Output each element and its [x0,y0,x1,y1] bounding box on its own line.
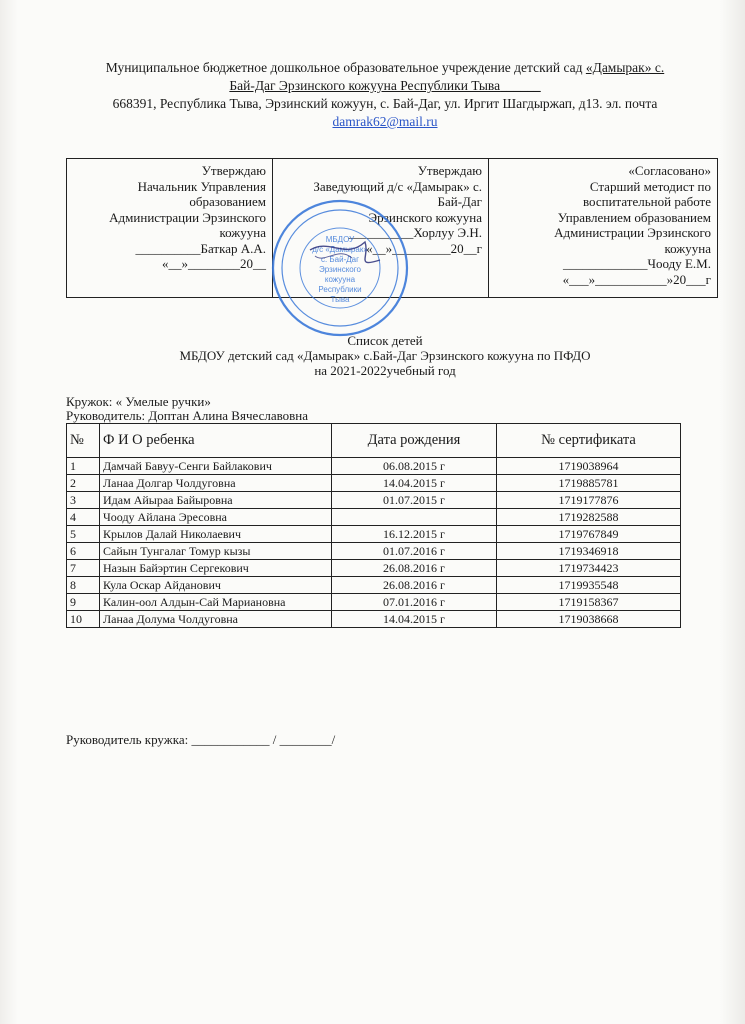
approval-right-line: Старший методист по [589,178,711,194]
approval-middle-line: Эрзинского кожууна [368,209,482,225]
email-link[interactable]: damrak62@mail.ru [332,114,438,129]
table-row: 3 Идам Айыраа Байыровна 01.07.2015 г 1719177876 [67,492,681,509]
approval-middle-line: __________Хорлуу Э.Н. [348,225,482,240]
header-line-2-blank: ______ [500,78,541,93]
institution-header [60,59,710,131]
official-stamp [270,198,410,338]
svg-text:кожууна: кожууна [324,275,356,284]
table-row: 9 Калин-оол Алдын-Сай Мариановна 07.01.2016 г 1719158367 [67,594,681,611]
header-number: № [67,424,100,458]
approval-left-line: Администрации Эрзинского [109,209,266,225]
table-row: 7 Назын Байэртин Сергекович 26.08.2016 г 1719734423 [67,560,681,577]
title-line-2: МБДОУ детский сад «Дамырак» с.Бай-Даг Эрзинского кожууна по ПФДО [179,348,591,363]
title-line-1: Список детей [347,333,423,348]
approval-right-line: кожууна [664,240,711,256]
approval-right-line: Управлением образованием [557,209,711,225]
approval-left-line: образованием [189,194,266,209]
table-header-row [67,424,681,458]
svg-text:МБДОУ: МБДОУ [325,235,355,244]
title-line-3: на 2021-2022учебный год [314,363,456,378]
approval-right-line: «Согласовано» [628,163,711,178]
approval-left-line: «__»________20__ [162,256,266,271]
approval-middle-line: «__»_________20__г [366,240,482,256]
header-line-1 [60,59,710,77]
table-row: 8 Кула Оскар Айданович 26.08.2016 г 1719935548 [67,577,681,594]
header-certificate: № сертификата [497,424,681,458]
header-line-2-text: Бай-Даг Эрзинского кожууна Республики Тыва [229,78,501,93]
table-row: 1 Дамчай Бавуу-Сенги Байлакович 06.08.2015 г 1719038964 [67,458,681,475]
svg-text:с. Бай-Даг: с. Бай-Даг [320,255,360,264]
signature-footer: Руководитель кружка: ____________ / ________/ [66,732,336,747]
approval-left-line: Начальник Управления [137,178,266,194]
approval-left-line: кожууна [219,225,266,240]
table-row: 4 Чооду Айлана Эресовна 1719282588 [67,509,681,526]
table-row: 10 Ланаа Долума Чолдуговна 14.04.2015 г 1719038668 [67,611,681,628]
header-line-1-underlined: «Дамырак» с. [585,60,665,75]
approval-right-line: «___»___________»20___г [562,271,711,287]
approval-middle-line: Заведующий д/с «Дамырак» с. [313,178,482,194]
approval-middle-line: Утверждаю [417,163,482,178]
header-name: Ф И О ребенка [100,424,332,458]
circle-info [66,395,308,423]
table-row: 6 Сайын Тунгалаг Томур кызы 01.07.2016 г 1719346918 [67,543,681,560]
circle-leader: Руководитель: Доптан Алина Вячеславовна [66,408,309,423]
svg-text:Эрзинского: Эрзинского [319,265,361,274]
approval-right [489,159,717,297]
circle-name: Кружок: « Умелые ручки» [66,394,211,409]
approval-middle-line: Бай-Даг [437,194,482,209]
approval-right-line: _____________Чооду Е.М. [563,256,711,271]
header-line-2 [60,77,710,95]
approval-left [67,159,273,297]
header-birthdate: Дата рождения [332,424,497,458]
header-line-1-text: Муниципальное бюджетное дошкольное образовательное учреждение детский сад [105,60,586,75]
document-title [60,333,710,378]
svg-text:д/с «Дамырак»: д/с «Дамырак» [312,245,368,254]
header-line-3: 668391, Республика Тыва, Эрзинский кожуун, с. Бай-Даг, ул. Иргит Шагдыржап, д13. эл. почта [112,96,658,111]
table-row: 2 Ланаа Долгар Чолдуговна 14.04.2015 г 1719885781 [67,475,681,492]
children-table [66,423,681,628]
table-row: 5 Крылов Далай Николаевич 16.12.2015 г 1719767849 [67,526,681,543]
approval-left-line: __________Баткар А.А. [135,240,266,256]
approval-right-line: воспитательной работе [582,194,711,209]
approval-left-line: Утверждаю [201,163,266,178]
svg-text:Республики: Республики [318,285,362,294]
approval-right-line: Администрации Эрзинского [554,225,711,240]
svg-text:Тыва: Тыва [330,295,350,304]
